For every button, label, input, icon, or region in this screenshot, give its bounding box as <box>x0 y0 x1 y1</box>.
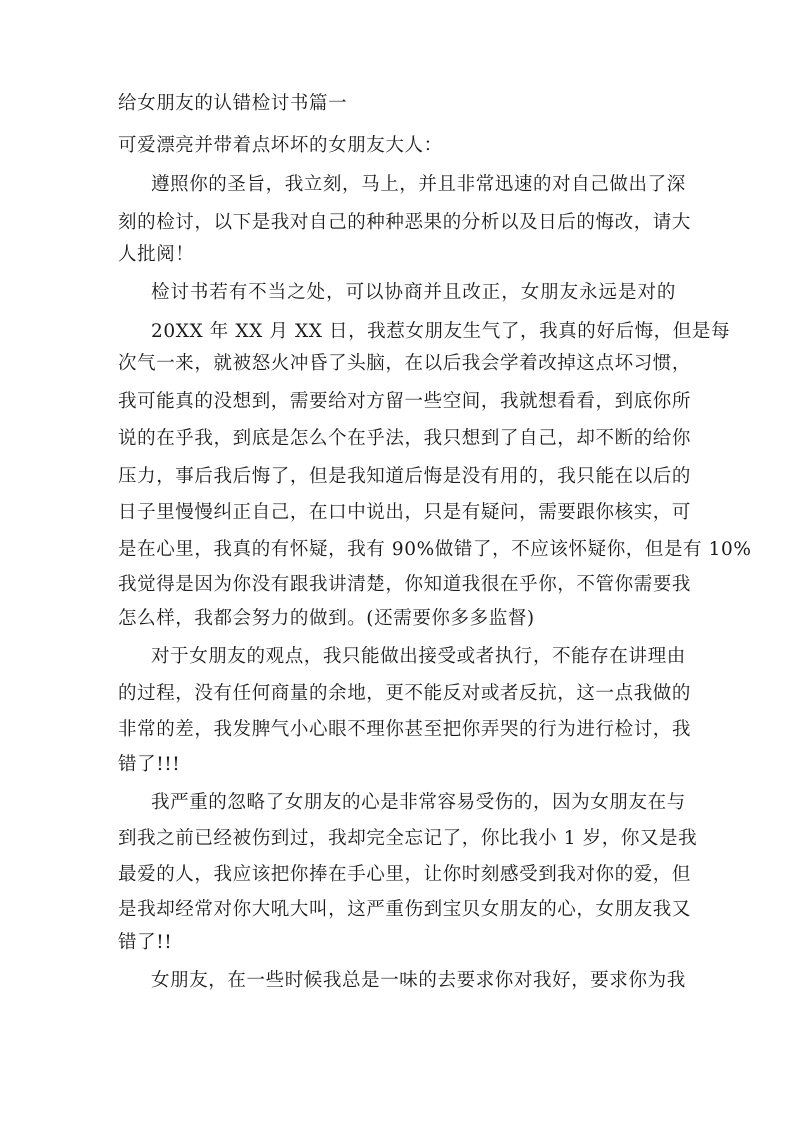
text-line: 我严重的忽略了女朋友的心是非常容易受伤的，因为女朋友在与 <box>151 792 686 813</box>
text-line: 次气一来，就被怒火冲昏了头脑，在以后我会学着改掉这点坏习惯， <box>118 353 692 374</box>
salutation: 可爱漂亮并带着点坏坏的女朋友大人： <box>118 135 443 156</box>
text-line: 错了!!! <box>118 754 181 775</box>
text-line: 是在心里，我真的有怀疑，我有 90%做错了，不应该怀疑你，但是有 10% <box>118 539 752 560</box>
text-line: 是我却经常对你大吼大叫，这严重伤到宝贝女朋友的心，女朋友我又 <box>118 899 692 920</box>
text-line: 的过程，没有任何商量的余地，更不能反对或者反抗，这一点我做的 <box>118 683 692 704</box>
text-line: 20XX 年 XX 月 XX 日，我惹女朋友生气了，我真的好后悔，但是每 <box>151 321 731 342</box>
text-line: 检讨书若有不当之处，可以协商并且改正，女朋友永远是对的 <box>151 282 676 303</box>
text-line: 压力，事后我后悔了，但是我知道后悔是没有用的，我只能在以后的 <box>118 466 692 487</box>
text-line: 人批阅！ <box>118 244 195 265</box>
text-line: 日子里慢慢纠正自己，在口中说出，只是有疑问，需要跟你核实，可 <box>118 502 692 523</box>
text-line: 对于女朋友的观点，我只能做出接受或者执行，不能存在讲理由 <box>151 646 686 667</box>
text-line: 怎么样，我都会努力的做到。(还需要你多多监督) <box>118 608 535 629</box>
text-line: 最爱的人，我应该把你捧在手心里，让你时刻感受到我对你的爱，但 <box>118 864 692 885</box>
text-line: 刻的检讨，以下是我对自己的种种恶果的分析以及日后的悔改，请大 <box>118 212 692 233</box>
text-line: 女朋友，在一些时候我总是一味的去要求你对我好，要求你为我 <box>151 970 686 991</box>
text-line: 说的在乎我，到底是怎么个在乎法，我只想到了自己，却不断的给你 <box>118 428 692 449</box>
text-line: 遵照你的圣旨，我立刻，马上，并且非常迅速的对自己做出了深 <box>151 174 686 195</box>
text-line: 我可能真的没想到，需要给对方留一些空间，我就想看看，到底你所 <box>118 391 692 412</box>
text-line: 到我之前已经被伤到过，我却完全忘记了，你比我小 1 岁，你又是我 <box>118 828 698 849</box>
text-line: 我觉得是因为你没有跟我讲清楚，你知道我很在乎你，不管你需要我 <box>118 574 692 595</box>
text-line: 错了!! <box>118 932 173 953</box>
document-title: 给女朋友的认错检讨书篇一 <box>118 93 348 114</box>
text-line: 非常的差，我发脾气小心眼不理你甚至把你弄哭的行为进行检讨，我 <box>118 719 692 740</box>
